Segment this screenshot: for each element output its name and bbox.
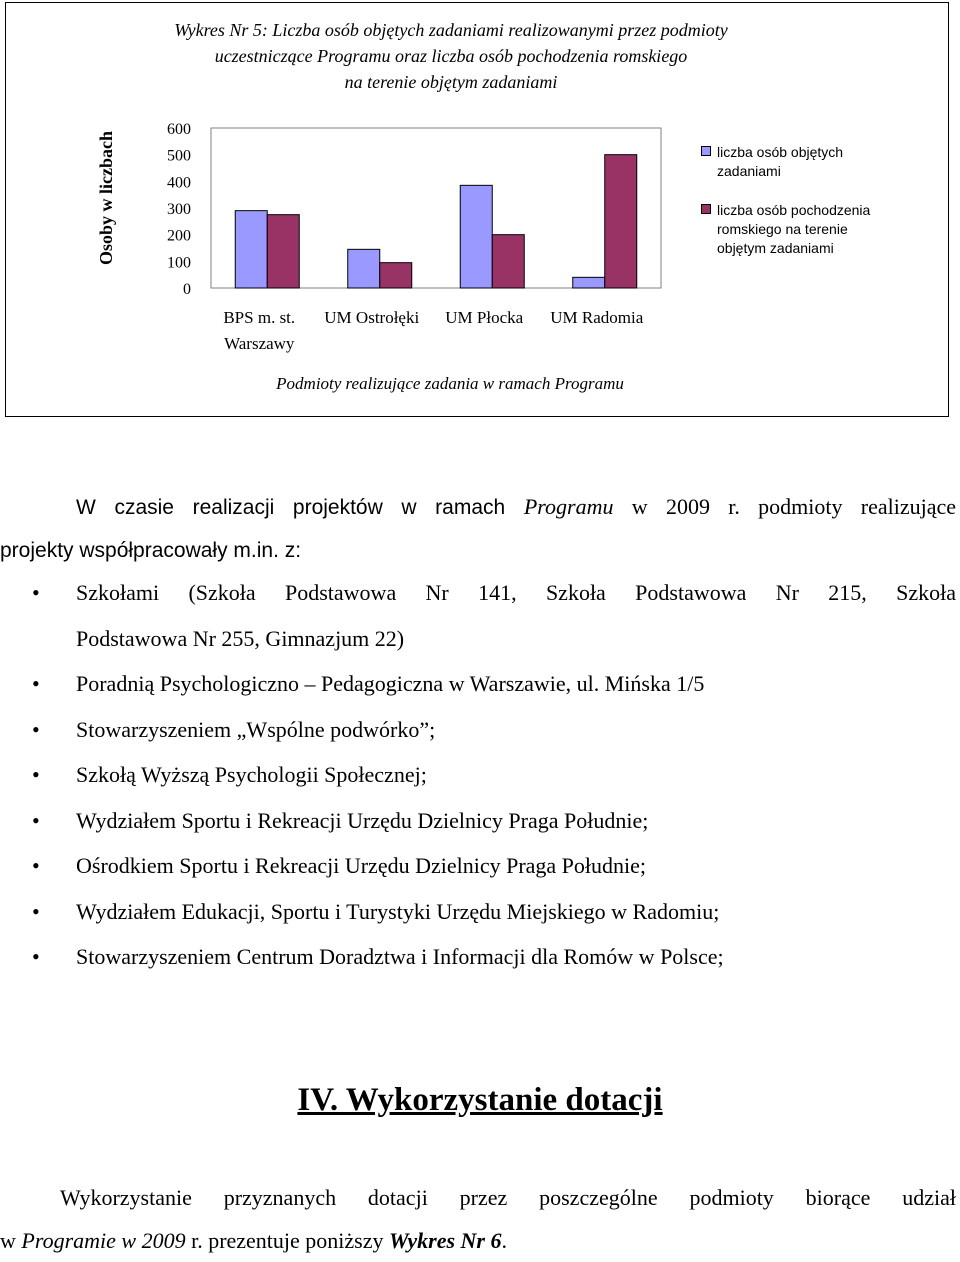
legend-item [699,201,899,258]
list-item-text: Wydziałem Edukacji, Sportu i Turystyki Urzędu Miejskiego w Radomiu; [76,898,720,924]
legend-swatch [701,204,711,214]
collaborators-list [0,570,960,980]
chart-frame [5,2,949,417]
x-tick-label: UM Płocka [445,308,524,327]
chart-title-line: Wykres Nr 5: Liczba osób objętych zadaniami realizowanymi przez podmioty [174,20,728,40]
intro-paragraph [0,485,960,572]
x-tick-label: UM Ostrołęki [324,308,420,327]
bullet-icon: • [32,944,40,969]
chart-legend [699,143,899,285]
list-item [0,661,956,707]
x-axis-label: Podmioty realizujące zadania w ramach Programu [276,374,624,393]
italic-program: Programu [523,494,614,519]
x-tick-label: UM Radomia [550,308,644,327]
bar [267,215,299,288]
y-tick-label: 400 [167,174,191,192]
list-item [0,570,956,661]
legend-swatch [701,146,711,156]
paragraph-line: projekty współpracowały m.in. z: [0,539,302,562]
y-tick-label: 200 [167,227,191,245]
bold-chart-ref: Wykres Nr 6 [389,1228,502,1253]
list-item-text: Podstawowa Nr 255, Gimnazjum 22) [76,625,405,651]
legend-label: liczba osób pochodzenia romskiego na terenie objętym zadaniami [717,202,871,256]
bullet-icon: • [32,671,40,696]
y-tick-label: 600 [167,121,191,138]
text-span: W czasie realizacji projektów w ramach [76,496,524,519]
bullet-icon: • [32,580,40,605]
legend-item [699,143,899,181]
legend-label: liczba osób objętych zadaniami [717,144,844,179]
list-item [0,889,956,935]
bar [492,235,524,288]
paragraph-line [0,485,956,529]
bullet-icon: • [32,898,40,924]
list-item-text: Ośrodkiem Sportu i Rekreacji Urzędu Dzielnicy Praga Południe; [76,853,647,878]
list-item-text: Stowarzyszeniem „Wspólne podwórko”; [76,716,436,742]
text-span: r. prezentuje poniższy [185,1228,390,1253]
y-tick-label: 100 [167,254,191,272]
y-axis-label: Osoby w liczbach [96,130,116,266]
italic-text: Programie w 2009 [21,1228,186,1253]
list-item [0,798,956,844]
funding-paragraph [0,1176,960,1262]
paragraph-line: Wykorzystanie przyznanych dotacji przez poszczególne podmioty biorące udział [60,1185,956,1210]
chart-title-line: na terenie objętym zadaniami [344,72,558,92]
bullet-icon: • [32,853,40,878]
section-heading: IV. Wykorzystanie dotacji [297,1082,663,1118]
bullet-icon: • [32,762,40,787]
list-item-text: Szkołą Wyższą Psychologii Społecznej; [76,762,427,787]
list-item-text: Stowarzyszeniem Centrum Doradztwa i Informacji dla Romów w Polsce; [76,944,724,969]
x-tick-label: Warszawy [224,334,295,353]
bar [460,185,492,288]
list-item-text: Szkołami (Szkoła Podstawowa Nr 141, Szkoła Podstawowa Nr 215, Szkoła [76,580,956,605]
text-span: w [0,1228,22,1253]
y-tick-label: 500 [167,147,191,165]
bar [573,277,605,288]
list-item-text: Wydziałem Sportu i Rekreacji Urzędu Dzielnicy Praga Południe; [76,807,649,833]
bar [235,211,267,288]
list-item [0,934,956,980]
list-item-text: Poradnią Psychologiczno – Pedagogiczna w Warszawie, ul. Mińska 1/5 [76,671,705,696]
bullet-icon: • [32,807,40,833]
y-tick-label: 0 [183,281,191,298]
list-item [0,752,956,798]
list-item [0,843,956,889]
bullet-icon: • [32,716,40,742]
text-span: w 2009 r. podmioty realizujące [613,494,957,519]
text-span: . [501,1228,507,1253]
bar [380,263,412,288]
chart-title-line: uczestniczące Programu oraz liczba osób pochodzenia romskiego [214,46,688,66]
bar [348,249,380,288]
x-tick-label: BPS m. st. [223,308,296,327]
y-tick-label: 300 [167,201,191,218]
list-item [0,707,956,753]
bar [605,155,637,288]
